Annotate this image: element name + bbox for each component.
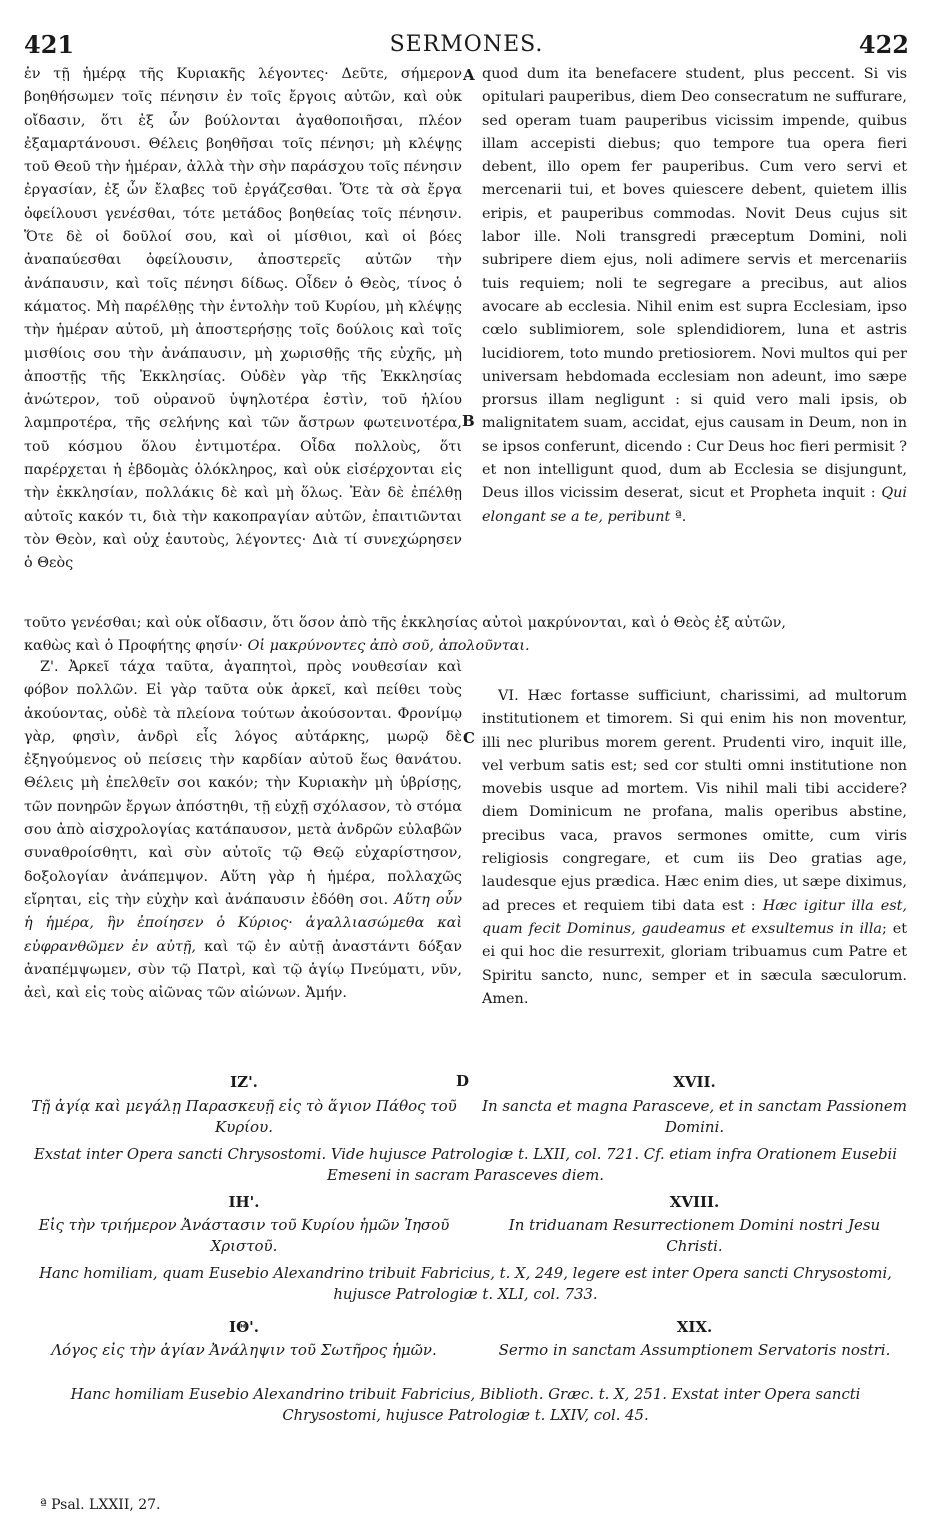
section-18-note: Hanc homiliam, quam Eusebio Alexandrino tribuit Fabricius, t. X, 249, legere est inter Opera sancti Chrysostomi, hujusce Patrologiæ t. XLI, col. 733.: [39, 1265, 892, 1303]
section-17-note: Exstat inter Opera sancti Chrysostomi. Vide hujusce Patrologiæ t. LXII, col. 721. Cf. etiam infra Orationem Eusebii Emeseni in sacram Parasceves diem.: [33, 1146, 898, 1184]
section-19-number-la: XIX.: [676, 1318, 713, 1336]
footnote-ref: ª.: [670, 508, 687, 525]
footnote: ª Psal. LXXII, 27.: [40, 1497, 161, 1513]
latin-paragraph: [482, 63, 907, 529]
greek-column-upper: [24, 63, 462, 576]
section-19-number-gr: ΙΘ'.: [229, 1318, 259, 1336]
bridge-line-2b: Οἱ μακρύνοντες ἀπὸ σοῦ, ἀπολοῦνται.: [247, 638, 530, 654]
greek-paragraph-z: [24, 656, 462, 1005]
bridge-text: [24, 612, 907, 658]
margin-marker-d: D: [456, 1072, 470, 1090]
bridge-line-1: τοῦτο γενέσθαι; καὶ οὐκ οἴδασιν, ὅτι ὅσον ἀπὸ τῆς ἐκκλησίας αὐτοὶ μακρύνονται, καὶ ὁ Θεὸς ἐξ αὐτῶν,: [24, 615, 786, 631]
section-17-title-la: In sancta et magna Parasceve, et in sanctam Passionem Domini.: [482, 1097, 907, 1136]
running-header: [24, 30, 909, 64]
section-18-number-la: XVIII.: [669, 1193, 720, 1211]
latin-text-end: ; et ei qui hoc die resurrexit, gloriam tribuamus cum Patre et Spiritu sancto, nunc, semper et in sæcula sæculorum. Amen.: [482, 920, 907, 1007]
section-17-number-la: XVII.: [673, 1073, 716, 1091]
latin-column-lower: [482, 685, 907, 1011]
latin-text: quod dum ita benefacere student, plus peccent. Si vis opitulari pauperibus, diem Deo consecratum ne suffurare, sed operam tuam pauperibus vicissim impende, quibus illam accepisti diebus; quo tempore tua opera fieri debent, illo opem fer pauperibus. Cum vero servi et mercenarii tui, et boves quiescere debent, quietem illis eripis, et pauperibus commodas. Novit Deus cujus sit labor ille. Noli transgredi præceptum Domini, noli subripere diem ejus, noli adimere servis et mercenariis tuis requiem; noli te segregare a precibus, aut alios avocare ab ecclesia. Nihil enim est supra Ecclesiam, ipso cœlo sublimiorem, sole splendidiorem, luna et astris lucidiorem, toto mundo pretiosiorem. Novi multos qui per universam hebdomada ecclesiam non adeunt, imo sæpe prorsus illam negligunt : si quid vero mali ipsis, ob malignitatem suam, accidat, ejus causam in Deum, non in se ipsos conferunt, dicendo : Cur Deus hoc fieri permisit ? et non intelligunt quod, dum ab Ecclesia se disjungunt, Deus illos vicissim deserat, sicut et Propheta inquit :: [482, 66, 907, 502]
margin-marker-c: C: [463, 729, 475, 747]
latin-text: VI. Hæc fortasse sufficiunt, charissimi, ad multorum institutionem et timorem. Si qui enim his non moventur, illi nec pluribus morem gerent. Prudenti viro, inquit ille, vel verbum satis est; sed cor stulti omni institutione non movebis usque ad mortem. Vis nihil mali tibi accidere? diem Dominicum ne profana, malis operibus abstine, precibus vaca, pravos sermones omitte, cum viris religiosis congregare, et cum iis Deo gratias age, laudesque ejus prædica. Hæc enim dies, ut sæpe diximus, ad preces et requiem tibi data est :: [482, 688, 907, 914]
page-number-left: 421: [24, 30, 75, 59]
latin-quote: Qui elongant se a te, peribunt: [482, 485, 907, 525]
latin-paragraph-vi: [482, 685, 907, 1011]
section-19-title-la: Sermo in sanctam Assumptionem Servatoris nostri.: [498, 1341, 891, 1359]
section-17-title-gr: Τῇ ἁγίᾳ καὶ μεγάλῃ Παρασκευῇ εἰς τὸ ἅγιον Πάθος τοῦ Κυρίου.: [31, 1097, 457, 1136]
margin-marker-b: B: [462, 412, 475, 430]
section-18-number-gr: ΙΗ'.: [228, 1193, 260, 1211]
greek-text-end: καὶ τῷ ἐν αὐτῇ ἀναστάντι δόξαν ἀναπέμψωμεν, σὺν τῷ Πατρὶ, καὶ τῷ ἁγίῳ Πνεύματι, νῦν, ἀεὶ, καὶ εἰς τοὺς αἰῶνας τῶν αἰώνων. Ἀμήν.: [24, 938, 463, 1002]
margin-marker-a: A: [463, 66, 475, 84]
section-19-title-gr: Λόγος εἰς τὴν ἁγίαν Ἀνάληψιν τοῦ Σωτῆρος ἡμῶν.: [51, 1341, 437, 1359]
running-title: SERMONES.: [389, 32, 544, 57]
section-17-number-gr: ΙΖ'.: [230, 1073, 258, 1091]
bridge-line-2a: καθὼς καὶ ὁ Προφήτης φησίν·: [24, 638, 248, 654]
greek-quote: Αὕτη οὖν ἡ ἡμέρα, ἣν ἐποίησεν ὁ Κύριος· ἀγαλλιασώμεθα καὶ εὐφρανθῶμεν ἐν αὐτῇ,: [24, 891, 462, 955]
section-18-title-la: In triduanam Resurrectionem Domini nostri Jesu Christi.: [508, 1216, 881, 1255]
page-number-right: 422: [858, 30, 909, 59]
greek-paragraph: ἐν τῇ ἡμέρᾳ τῆς Κυριακῆς λέγοντες· Δεῦτε, σήμερον βοηθήσωμεν τοῖς πένησιν ἐν τοῖς ἔργοις αὐτῶν, καὶ οὐκ οἴδασιν, ὅτι ἐξ ὧν βούλονται ἀγαθοποιῆσαι, πλέον ἐξαμαρτάνουσι. Θέλεις βοηθῆσαι τοῖς πένησι; μὴ κλέψῃς τοῦ Θεοῦ τὴν ἡμέραν, ἀλλὰ τὴν σὴν παράσχου τοῖς πένησιν ἐργασίαν, ἐξ ὧν ἔλαβες τοῦ ἐργάζεσθαι. Ὅτε τὰ σὰ ἔργα ὀφείλουσι γενέσθαι, τότε μετάδος βοηθείας τοῖς πένησιν. Ὅτε δὲ οἱ δοῦλοί σου, καὶ οἱ μίσθιοι, καὶ οἱ βόες ἀναπαύεσθαι ὀφείλουσιν, ἀποστερεῖς αὐτῶν τὴν ἀνάπαυσιν, καὶ τοῖς πένησι δίδως. Οἶδεν ὁ Θεὸς, τίνος ὁ κάματος. Μὴ παρέλθῃς τὴν ἐντολὴν τοῦ Κυρίου, μὴ κλέψῃς τὴν ἡμέραν αὐτοῦ, μὴ ἀποστερήσῃς τοῖς δούλοις καὶ τοῖς μισθίοις σου τὴν ἀνάπαυσιν, μὴ χωρισθῇς τῆς εὐχῆς, μὴ ἀποστῇς τῆς Ἐκκλησίας. Οὐδὲν γὰρ τῆς Ἐκκλησίας ἀνώτερον, τοῦ οὐρανοῦ ὑψηλοτέρα ἐστὶν, τοῦ ἡλίου λαμπροτέρα, τῆς σελήνης καὶ τῶν ἄστρων φωτεινοτέρα, τοῦ κόσμου ὅλου ἐντιμοτέρα. Οἶδα πολλοὺς, ὅτι παρέρχεται ἡ ἑβδομὰς ὁλόκληρος, καὶ οὐκ εἰσέρχονται εἰς τὴν ἐκκλησίαν, πολλάκις δὲ καὶ μὴ ὅλως. Ἐὰν δὲ ἐπέλθῃ αὐτοῖς κακόν τι, διὰ τὴν κακοπραγίαν αὐτῶν, ἐπαιτιῶνται τὸν Θεὸν, καὶ οὐχ ἑαυτοὺς, λέγοντες· Διὰ τί συνεχώρησεν ὁ Θεὸς: [24, 66, 462, 572]
greek-column-lower: [24, 656, 462, 1005]
section-19-note: Hanc homiliam Eusebio Alexandrino tribuit Fabricius, Biblioth. Græc. t. X, 251. Exstat inter Opera sancti Chrysostomi, hujusce Patrologiæ t. LXIV, col. 45.: [70, 1386, 861, 1424]
greek-text: Ζ'. Ἀρκεῖ τάχα ταῦτα, ἀγαπητοὶ, πρὸς νουθεσίαν καὶ φόβον πολλῶν. Εἰ γὰρ ταῦτα οὐκ ἀρκεῖ, καὶ πείθει τοὺς ἀκούοντας, οὐδὲ τὰ πλείονα τούτων ἀκούσονται. Φρονίμῳ γὰρ, φησὶν, ἀνδρὶ εἷς λόγος αὐτάρκης, μωρῷ δὲ ἐξηγούμενος οὐ πείσεις τὴν καρδίαν αὐτοῦ ἕως θανάτου. Θέλεις μὴ ἐπελθεῖν σοι κακόν; τὴν Κυριακὴν μὴ ὑβρίσῃς, τῶν πονηρῶν ἔργων ἀπόστηθι, τῇ εὐχῇ σχόλασον, τὸ στόμα σου ἀπὸ αἰσχρολογίας κατάπαυσον, μετὰ ἀνδρῶν εὐλαβῶν συναθροίσθητι, καὶ σὺν αὐτοῖς τῷ Θεῷ εὐχαρίστησον, δοξολογίαν ἀνάπεμψον. Αὕτη γὰρ ἡ ἡμέρα, πολλαχῶς εἴρηται, εἰς τὴν εὐχὴν καὶ ἀνάπαυσιν ἐδόθη σοι.: [24, 659, 462, 908]
latin-quote: Hæc igitur illa est, quam fecit Dominus, gaudeamus et exsultemus in illa: [482, 897, 908, 937]
section-18-title-gr: Εἰς τὴν τριήμερον Ἀνάστασιν τοῦ Κυρίου ἡμῶν Ἰησοῦ Χριστοῦ.: [38, 1216, 450, 1255]
latin-column-upper: [482, 63, 907, 529]
